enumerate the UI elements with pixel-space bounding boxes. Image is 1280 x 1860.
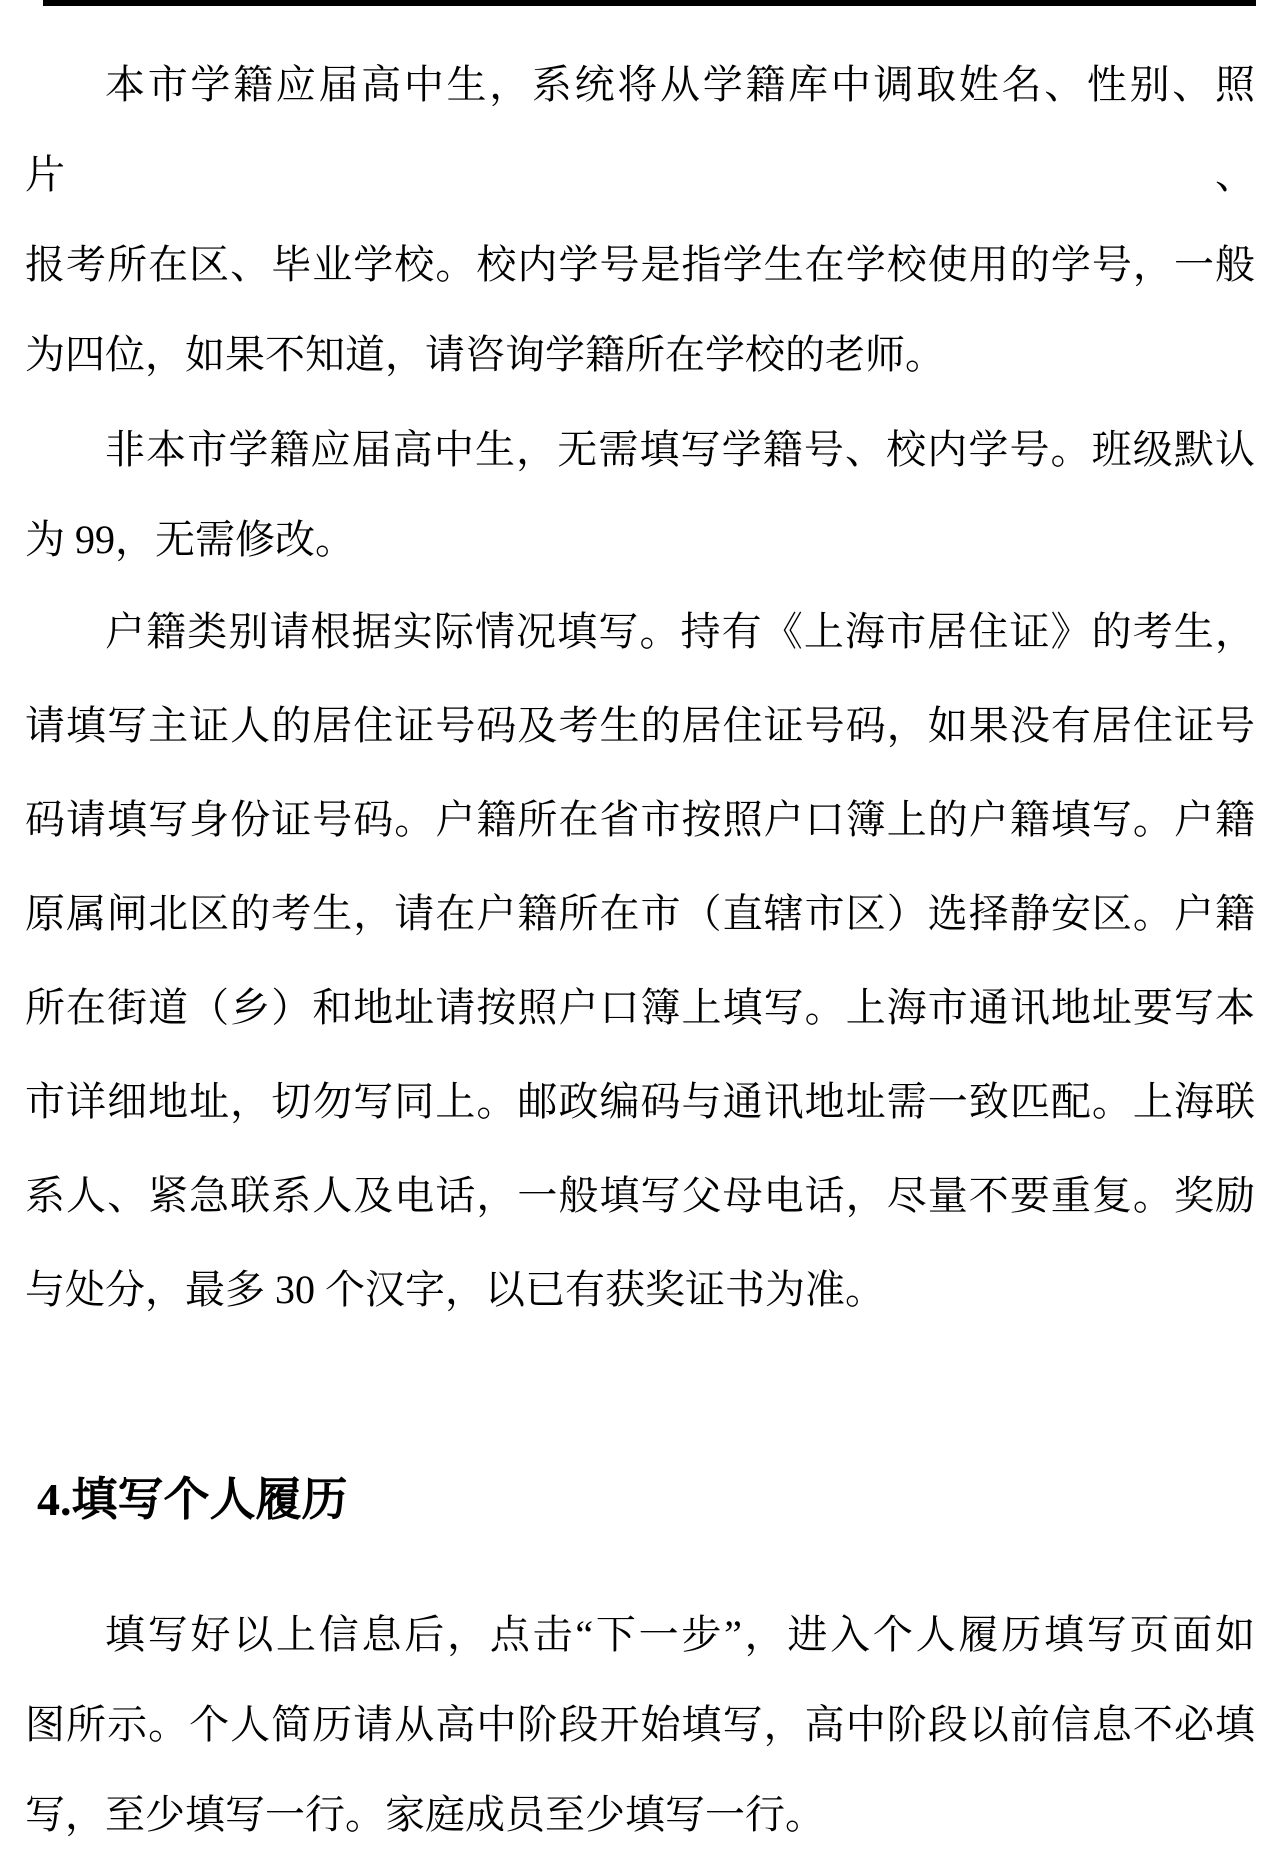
- paragraph-line: 所在街道（乡）和地址请按照户口簿上填写。上海市通讯地址要写本: [25, 985, 1255, 1030]
- top-border-bar: [43, 0, 1256, 6]
- paragraph-line: 码请填写身份证号码。户籍所在省市按照户口簿上的户籍填写。户籍: [25, 797, 1255, 842]
- paragraph-line: 填写好以上信息后，点击“下一步”，进入个人履历填写页面如: [105, 1612, 1255, 1657]
- paragraph-student-status: [25, 40, 1255, 400]
- paragraph-line: 与处分，最多 30 个汉字，以已有获奖证书为准。: [25, 1267, 885, 1312]
- paragraph-line: 报考所在区、毕业学校。校内学号是指学生在学校使用的学号，一般: [25, 242, 1255, 287]
- paragraph-line: 市详细地址，切勿写同上。邮政编码与通讯地址需一致匹配。上海联: [25, 1079, 1255, 1124]
- paragraph-non-local-students: [25, 405, 1255, 585]
- paragraph-line: 系人、紧急联系人及电话，一般填写父母电话，尽量不要重复。奖励: [25, 1173, 1255, 1218]
- paragraph-line: 写，至少填写一行。家庭成员至少填写一行。: [25, 1792, 825, 1837]
- paragraph-line: 本市学籍应届高中生，系统将从学籍库中调取姓名、性别、照片、: [25, 62, 1255, 197]
- paragraph-line: 非本市学籍应届高中生，无需填写学籍号、校内学号。班级默认: [105, 427, 1255, 472]
- paragraph-line: 请填写主证人的居住证号码及考生的居住证号码，如果没有居住证号: [25, 703, 1255, 748]
- section-heading: 4.填写个人履历: [37, 1474, 348, 1525]
- paragraph-line: 户籍类别请根据实际情况填写。持有《上海市居住证》的考生，: [105, 609, 1255, 654]
- paragraph-line: 原属闸北区的考生，请在户籍所在市（直辖市区）选择静安区。户籍: [25, 891, 1255, 936]
- paragraph-household-registration: [25, 585, 1255, 1337]
- paragraph-resume-instructions: [25, 1590, 1255, 1860]
- paragraph-line: 图所示。个人简历请从高中阶段开始填写，高中阶段以前信息不必填: [25, 1702, 1255, 1747]
- paragraph-line: 为四位，如果不知道，请咨询学籍所在学校的老师。: [25, 332, 945, 377]
- paragraph-line: 为 99，无需修改。: [25, 517, 355, 562]
